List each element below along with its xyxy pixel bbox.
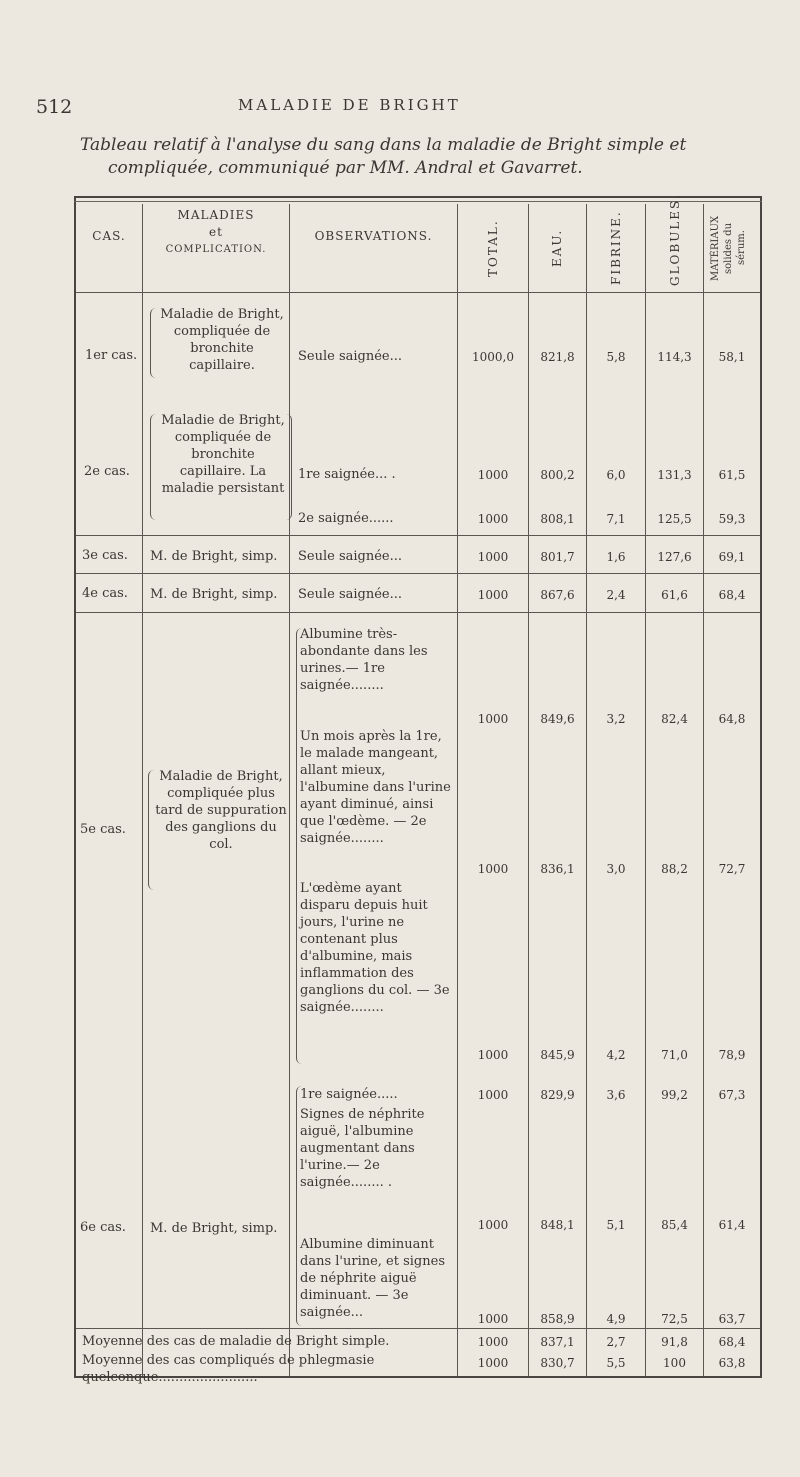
globules-value: 131,3 [657, 468, 692, 482]
fibrine-value: 5,1 [606, 1218, 626, 1232]
table-caption [80, 134, 780, 180]
eau-value: 829,9 [540, 1088, 575, 1102]
cas-label: 4e cas. [82, 586, 128, 601]
globules-value: 127,6 [657, 550, 692, 564]
col-header-maladies-2: et [209, 225, 223, 239]
globules-value: 71,0 [661, 1048, 688, 1062]
col-rule [586, 204, 587, 1376]
total-value: 1000 [477, 712, 509, 726]
maladie-text: M. de Bright, simp. [150, 587, 278, 602]
row-rule [76, 535, 760, 536]
brace [286, 414, 292, 520]
obs-text: L'œdème ayant disparu depuis huit jours, l'urine ne contenant plus d'albumine, mais inflammation des ganglions du col. — 3e saignée........ [300, 881, 450, 1015]
materiaux-value: 69,1 [718, 550, 746, 564]
globules-value: 72,5 [661, 1312, 688, 1326]
globules-value: 82,4 [661, 712, 688, 726]
col-header-globules: GLOBULES. [668, 193, 682, 286]
cas-label: 3e cas. [82, 548, 128, 563]
brace [148, 770, 154, 890]
eau-value: 849,6 [540, 712, 575, 726]
total-value: 1000 [477, 1312, 509, 1326]
total-value: 1000 [477, 588, 509, 602]
materiaux-value: 68,4 [718, 588, 746, 602]
total-value: 1000 [477, 1335, 509, 1349]
materiaux-value: 72,7 [718, 862, 746, 876]
table-top-rule [74, 201, 762, 202]
fibrine-value: 5,8 [606, 350, 626, 364]
globules-value: 88,2 [661, 862, 688, 876]
globules-value: 61,6 [661, 588, 688, 602]
total-value: 1000 [477, 468, 509, 482]
total-value: 1000 [477, 1088, 509, 1102]
col-header-maladies [143, 207, 289, 258]
maladie-text: Maladie de Bright, compliquée de bronchite capillaire. [160, 307, 284, 373]
materiaux-value: 78,9 [718, 1048, 746, 1062]
materiaux-value: 63,8 [718, 1356, 746, 1370]
obs-text: 1re saignée..... [300, 1087, 398, 1102]
fibrine-value: 4,9 [606, 1312, 626, 1326]
running-title: MALADIE DE BRIGHT [238, 96, 461, 114]
caption-line-2: compliquée, communiqué par MM. Andral et Gavarret. [108, 158, 583, 178]
eau-value: 858,9 [540, 1312, 575, 1326]
obs-text: Seule saignée... [298, 587, 403, 602]
col-header-fibrine: FIBRINE. [609, 210, 623, 286]
obs-text: 2e saignée...... [298, 511, 394, 526]
fibrine-value: 6,0 [606, 468, 626, 482]
col-rule [142, 204, 143, 1376]
eau-value: 848,1 [540, 1218, 575, 1232]
maladie-text: M. de Bright, simp. [150, 549, 278, 564]
fibrine-value: 3,2 [606, 712, 626, 726]
materiaux-value: 68,4 [718, 1335, 746, 1349]
caption-line-1: Tableau relatif à l'analyse du sang dans la maladie de Bright simple et [80, 135, 687, 155]
materiaux-value: 64,8 [718, 712, 746, 726]
page-number: 512 [36, 96, 73, 118]
header-rule [76, 292, 760, 293]
globules-value: 125,5 [657, 512, 692, 526]
col-rule [528, 204, 529, 1376]
total-value: 1000,0 [472, 350, 514, 364]
cas-label: 1er cas. [85, 348, 138, 363]
fibrine-value: 7,1 [606, 512, 626, 526]
fibrine-value: 4,2 [606, 1048, 626, 1062]
globules-value: 100 [663, 1356, 686, 1370]
col-rule [703, 204, 704, 1376]
total-value: 1000 [477, 862, 509, 876]
eau-value: 867,6 [540, 588, 575, 602]
materiaux-value: 61,5 [718, 468, 746, 482]
fibrine-value: 2,4 [606, 588, 626, 602]
obs-text: Albumine diminuant dans l'urine, et signes de néphrite aiguë diminuant. — 3e saignée... [300, 1237, 445, 1320]
obs-text: Un mois après la 1re, le malade mangeant, allant mieux, l'albumine dans l'urine ayant diminué, ainsi que l'œdème. — 2e saignée........ [300, 729, 451, 846]
eau-value: 837,1 [540, 1335, 575, 1349]
eau-value: 821,8 [540, 350, 575, 364]
fibrine-value: 3,6 [606, 1088, 626, 1102]
fibrine-value: 5,5 [606, 1356, 626, 1370]
globules-value: 91,8 [661, 1335, 688, 1349]
col-header-materiaux: MATÉRIAUX solides du sérum. [710, 215, 747, 281]
brace [150, 308, 156, 378]
maladie-text: Maladie de Bright, compliquée de bronchite capillaire. La maladie persistant [161, 413, 285, 496]
globules-value: 99,2 [661, 1088, 688, 1102]
col-header-total: TOTAL. [486, 219, 500, 277]
obs-text: Seule saignée... [298, 349, 403, 364]
obs-text: Signes de néphrite aiguë, l'albumine augmentant dans l'urine.— 2e saignée........ . [300, 1107, 425, 1190]
globules-value: 85,4 [661, 1218, 688, 1232]
row-rule [76, 612, 760, 613]
fibrine-value: 3,0 [606, 862, 626, 876]
col-header-maladies-3: COMPLICATION. [165, 244, 267, 255]
cas-label: 2e cas. [84, 464, 130, 479]
eau-value: 845,9 [540, 1048, 575, 1062]
materiaux-value: 58,1 [718, 350, 746, 364]
brace [296, 1086, 302, 1326]
fibrine-value: 1,6 [606, 550, 626, 564]
row-rule [76, 573, 760, 574]
col-header-maladies-1: MALADIES [177, 208, 255, 222]
total-value: 1000 [477, 550, 509, 564]
brace [150, 414, 156, 520]
summary-label: Moyenne des cas compliqués de phlegmasie quelconque........................ [82, 1353, 375, 1385]
cas-label: 5e cas. [80, 822, 126, 837]
total-value: 1000 [477, 1048, 509, 1062]
col-rule [289, 204, 290, 1376]
materiaux-value: 67,3 [718, 1088, 746, 1102]
total-value: 1000 [477, 1218, 509, 1232]
cas-label: 6e cas. [80, 1220, 126, 1235]
globules-value: 114,3 [657, 350, 692, 364]
materiaux-value: 63,7 [718, 1312, 746, 1326]
summary-label: Moyenne des cas de maladie de Bright simple. [82, 1334, 390, 1349]
col-header-cas: CAS. [92, 229, 126, 243]
col-header-observations: OBSERVATIONS. [314, 229, 433, 243]
total-value: 1000 [477, 1356, 509, 1370]
total-value: 1000 [477, 512, 509, 526]
col-header-eau: EAU. [550, 228, 564, 268]
eau-value: 836,1 [540, 862, 575, 876]
fibrine-value: 2,7 [606, 1335, 626, 1349]
eau-value: 800,2 [540, 468, 575, 482]
obs-text: Seule saignée... [298, 549, 403, 564]
brace [296, 628, 302, 1064]
eau-value: 830,7 [540, 1356, 575, 1370]
summary-rule [76, 1328, 760, 1329]
maladie-text: Maladie de Bright, compliquée plus tard de suppuration des ganglions du col. [155, 769, 287, 852]
materiaux-value: 61,4 [718, 1218, 746, 1232]
obs-text: Albumine très-abondante dans les urines.— 1re saignée........ [300, 627, 428, 693]
materiaux-value: 59,3 [718, 512, 746, 526]
col-rule [457, 204, 458, 1376]
col-rule [645, 204, 646, 1376]
eau-value: 801,7 [540, 550, 575, 564]
eau-value: 808,1 [540, 512, 575, 526]
obs-text: 1re saignée... . [298, 467, 396, 482]
maladie-text: M. de Bright, simp. [150, 1221, 278, 1236]
